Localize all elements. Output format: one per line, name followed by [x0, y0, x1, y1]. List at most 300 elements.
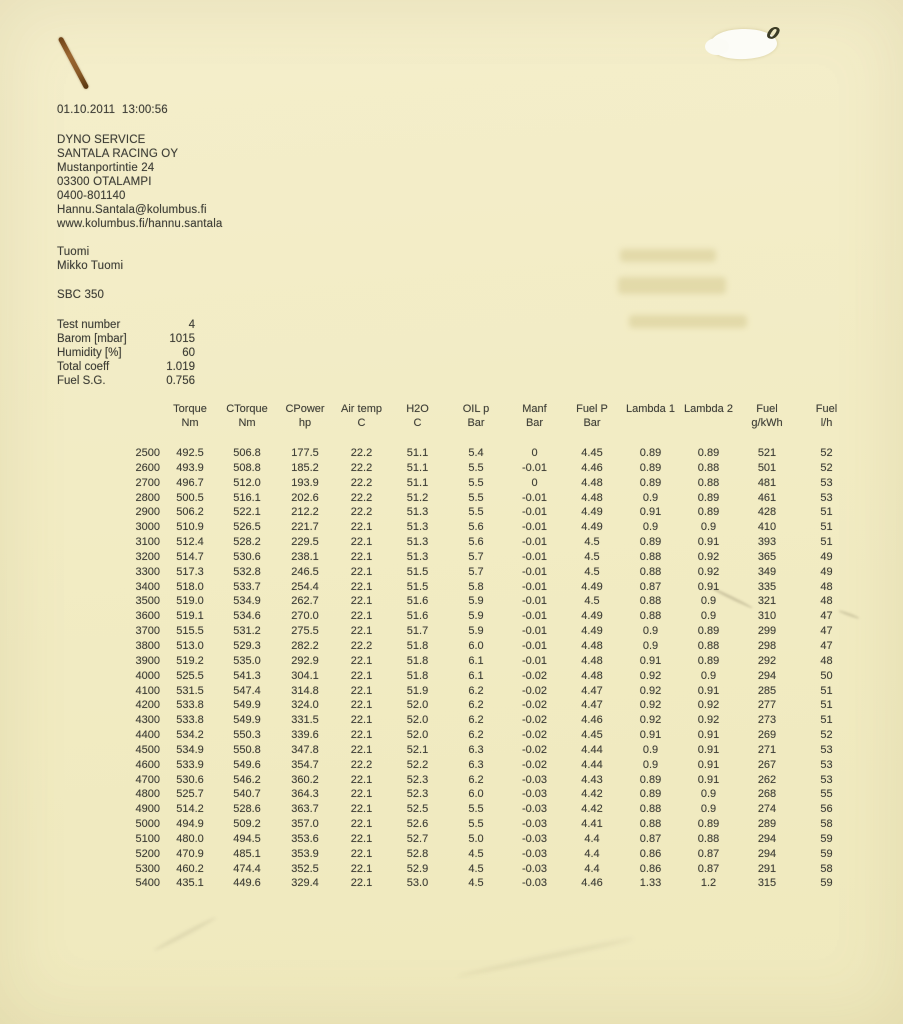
table-cell: 291	[757, 862, 777, 875]
table-cell: 5.9	[468, 595, 484, 608]
bleedthrough-ghost	[618, 277, 726, 294]
table-cell: 51.2	[406, 491, 429, 504]
table-cell: 22.1	[350, 773, 373, 786]
table-cell: 0.92	[697, 699, 720, 712]
table-cell: 535.0	[233, 654, 261, 667]
table-cell: 531.2	[233, 625, 261, 638]
table-cell: 47	[820, 639, 833, 652]
column-header	[389, 402, 446, 430]
table-cell: 5.5	[468, 491, 484, 504]
table-cell: 0.92	[697, 714, 720, 727]
table-cell: 0.88	[639, 595, 662, 608]
table-cell: 353.9	[291, 847, 319, 860]
table-cell: 4.4	[584, 847, 600, 860]
table-cell: 4.44	[581, 758, 603, 771]
table-cell: 262	[757, 773, 777, 786]
table-cell: 4200	[135, 699, 160, 712]
customer-block	[57, 245, 123, 273]
table-cell: 428	[757, 506, 777, 519]
table-cell: 0	[531, 476, 538, 489]
column-header	[680, 402, 737, 430]
table-cell: 6.2	[468, 773, 484, 786]
table-cell: 347.8	[291, 743, 319, 756]
table-cell: 321	[757, 595, 777, 608]
column-header	[218, 402, 276, 430]
table-cell: 549.6	[233, 758, 261, 771]
table-cell: 49	[820, 565, 833, 578]
column-name: Manf	[522, 403, 547, 415]
table-cell: 52.7	[406, 832, 429, 845]
table-cell: 2800	[135, 491, 160, 504]
table-cell: 5.6	[468, 536, 484, 549]
handwritten-zero-mark: 0	[763, 23, 783, 45]
table-cell: 5000	[135, 818, 160, 831]
table-cell: 52.3	[406, 788, 429, 801]
table-cell: 51	[820, 506, 833, 519]
table-cell: 0.87	[697, 847, 720, 860]
table-cell: 0.89	[697, 818, 720, 831]
table-cell: 51	[820, 521, 833, 534]
table-cell: -0.01	[521, 461, 548, 474]
table-cell: 517.3	[176, 565, 204, 578]
table-cell: 5.0	[468, 832, 484, 845]
table-cell: 534.2	[176, 729, 204, 742]
table-cell: 52.9	[406, 862, 429, 875]
table-row	[128, 847, 856, 862]
table-cell: 285	[757, 684, 777, 697]
table-cell: 6.2	[468, 699, 484, 712]
table-cell: 22.1	[350, 565, 373, 578]
table-row	[128, 535, 856, 550]
table-cell: 202.6	[291, 491, 319, 504]
company-line: 03300 OTALAMPI	[57, 176, 152, 188]
table-cell: 532.8	[233, 565, 261, 578]
table-cell: 550.3	[233, 729, 261, 742]
company-line: DYNO SERVICE	[57, 134, 146, 146]
table-cell: 363.7	[291, 803, 319, 816]
table-cell: 550.8	[233, 743, 261, 756]
table-cell: 512.0	[233, 476, 261, 489]
table-cell: 48	[820, 595, 833, 608]
table-cell: 3000	[135, 521, 160, 534]
table-cell: 0.92	[639, 714, 662, 727]
table-cell: 393	[757, 536, 777, 549]
company-line: Mustanportintie 24	[57, 162, 155, 174]
column-header	[737, 402, 797, 430]
table-cell: 59	[820, 877, 833, 890]
table-cell: 0.91	[697, 773, 720, 786]
table-cell: 525.7	[176, 788, 204, 801]
table-cell: 410	[757, 521, 777, 534]
table-cell: 51.3	[406, 506, 429, 519]
table-cell: 51.3	[406, 521, 429, 534]
table-cell: 294	[757, 669, 777, 682]
table-cell: 324.0	[291, 699, 319, 712]
column-name: Lambda 1	[626, 403, 675, 415]
table-cell: 4.46	[581, 877, 603, 890]
table-cell: 0.91	[697, 758, 720, 771]
column-name: OIL p	[462, 403, 490, 415]
table-cell: -0.02	[521, 743, 548, 756]
table-cell: 364.3	[291, 788, 319, 801]
table-cell: 294	[757, 847, 777, 860]
table-cell: 4.46	[581, 461, 603, 474]
table-cell: 5.7	[468, 565, 484, 578]
table-cell: 47	[820, 610, 833, 623]
table-cell: 267	[757, 758, 777, 771]
table-cell: 4.42	[581, 788, 603, 801]
table-cell: 5100	[135, 832, 160, 845]
table-cell: 6.1	[468, 669, 484, 682]
table-cell: 22.1	[350, 654, 373, 667]
table-cell: 5300	[135, 862, 160, 875]
table-cell: 470.9	[176, 847, 204, 860]
table-cell: 4.5	[584, 595, 600, 608]
test-info-row	[57, 346, 195, 360]
column-unit: C	[357, 417, 366, 429]
table-cell: 0.91	[697, 743, 720, 756]
table-cell: -0.01	[521, 595, 548, 608]
table-cell: 492.5	[176, 447, 204, 459]
test-info-list	[57, 318, 195, 388]
table-cell: 6.2	[468, 729, 484, 742]
table-cell: 51	[820, 714, 833, 727]
table-cell: 0.9	[700, 610, 717, 623]
table-cell: 0.88	[639, 818, 662, 831]
table-row	[128, 758, 856, 773]
table-cell: 0.89	[639, 476, 662, 489]
table-cell: 52.2	[406, 758, 429, 771]
table-cell: 22.1	[350, 699, 373, 712]
table-cell: 521	[757, 447, 777, 459]
table-cell: 541.3	[233, 669, 261, 682]
table-cell: 51.5	[406, 580, 429, 593]
column-header	[128, 402, 162, 430]
table-cell: 4.48	[581, 669, 603, 682]
table-row	[128, 817, 856, 832]
table-cell: 0.92	[639, 669, 662, 682]
table-cell: 0.89	[639, 773, 662, 786]
table-cell: 5.4	[468, 447, 484, 459]
table-cell: 53.0	[406, 877, 429, 890]
table-cell: 6.2	[468, 714, 484, 727]
table-cell: 254.4	[291, 580, 319, 593]
table-cell: 51.9	[406, 684, 429, 697]
table-cell: 365	[757, 550, 777, 563]
table-cell: 0.86	[639, 847, 662, 860]
table-cell: 277	[757, 699, 777, 712]
table-cell: 22.1	[350, 847, 373, 860]
table-cell: 53	[820, 758, 833, 771]
table-cell: 0.9	[700, 669, 717, 682]
table-cell: 4.43	[581, 773, 603, 786]
table-cell: -0.02	[521, 699, 548, 712]
table-cell: 0.9	[642, 625, 659, 638]
table-cell: 0.91	[697, 536, 720, 549]
table-cell: 58	[820, 818, 833, 831]
table-cell: 4.48	[581, 491, 603, 504]
table-row	[128, 832, 856, 847]
table-cell: 52.0	[406, 699, 429, 712]
bleedthrough-ghost	[620, 249, 716, 262]
table-cell: 4400	[135, 729, 160, 742]
table-cell: 519.1	[176, 610, 204, 623]
table-cell: 48	[820, 654, 833, 667]
table-cell: 185.2	[291, 461, 319, 474]
table-cell: 514.2	[176, 803, 204, 816]
table-cell: 292.9	[291, 654, 319, 667]
table-cell: 0.91	[697, 684, 720, 697]
table-cell: 4.49	[581, 521, 603, 534]
column-unit: Bar	[525, 417, 544, 429]
column-unit: hp	[298, 417, 312, 429]
table-cell: 4.5	[468, 847, 484, 860]
table-cell: 268	[757, 788, 777, 801]
table-cell: 51.3	[406, 536, 429, 549]
table-cell: 506.2	[176, 506, 204, 519]
table-cell: 0.9	[642, 758, 659, 771]
table-cell: 53	[820, 773, 833, 786]
table-cell: 528.2	[233, 536, 261, 549]
table-cell: 5.9	[468, 625, 484, 638]
table-cell: 289	[757, 818, 777, 831]
table-cell: 51.6	[406, 610, 429, 623]
table-cell: 22.1	[350, 625, 373, 638]
table-cell: 262.7	[291, 595, 319, 608]
column-name: Air temp	[341, 403, 382, 415]
column-header	[797, 402, 856, 430]
table-cell: 52.5	[406, 803, 429, 816]
column-name: Fuel P	[576, 403, 608, 415]
test-info-label: Total coeff	[57, 361, 110, 373]
table-cell: 508.8	[233, 461, 261, 474]
table-cell: 526.5	[233, 521, 261, 534]
table-cell: 515.5	[176, 625, 204, 638]
customer-line: Tuomi	[57, 246, 90, 258]
table-row	[128, 609, 856, 624]
table-cell: 52.0	[406, 714, 429, 727]
table-cell: 6.0	[468, 639, 484, 652]
table-cell: -0.01	[521, 506, 548, 519]
column-unit: C	[413, 417, 422, 429]
table-cell: 0.9	[642, 491, 659, 504]
test-info-row	[57, 332, 195, 346]
table-cell: 0.9	[700, 788, 717, 801]
table-cell: 329.4	[291, 877, 319, 890]
table-cell: 51	[820, 536, 833, 549]
table-cell: 22.1	[350, 818, 373, 831]
table-cell: 4300	[135, 714, 160, 727]
table-cell: 51.8	[406, 639, 429, 652]
table-cell: 193.9	[291, 476, 319, 489]
table-cell: 52.6	[406, 818, 429, 831]
table-cell: -0.01	[521, 565, 548, 578]
table-cell: 4800	[135, 788, 160, 801]
table-cell: 549.9	[233, 699, 261, 712]
table-cell: 6.0	[468, 788, 484, 801]
table-cell: 5.5	[468, 461, 484, 474]
table-cell: 0.91	[639, 729, 662, 742]
table-cell: 22.2	[350, 639, 373, 652]
table-cell: 4600	[135, 758, 160, 771]
table-cell: 22.2	[350, 461, 373, 474]
test-info-label: Test number	[57, 319, 121, 331]
table-cell: 269	[757, 729, 777, 742]
table-cell: -0.03	[521, 818, 548, 831]
column-name: Fuel	[815, 403, 838, 415]
table-cell: 22.2	[350, 758, 373, 771]
table-cell: 0.92	[697, 550, 720, 563]
table-cell: 3600	[135, 610, 160, 623]
table-cell: 0.87	[697, 862, 720, 875]
table-cell: -0.03	[521, 773, 548, 786]
table-row	[128, 669, 856, 684]
test-info-row	[57, 360, 195, 374]
table-cell: 4100	[135, 684, 160, 697]
table-cell: 271	[757, 743, 777, 756]
table-cell: 4.48	[581, 476, 603, 489]
company-line: Hannu.Santala@kolumbus.fi	[57, 204, 207, 216]
table-cell: 3200	[135, 550, 160, 563]
engine-model: SBC 350	[57, 289, 105, 301]
table-row	[128, 876, 856, 891]
table-cell: 493.9	[176, 461, 204, 474]
table-cell: 273	[757, 714, 777, 727]
table-cell: 55	[820, 788, 833, 801]
table-cell: 22.1	[350, 595, 373, 608]
table-cell: -0.02	[521, 669, 548, 682]
table-row	[128, 713, 856, 728]
table-cell: 53	[820, 476, 833, 489]
table-cell: 270.0	[291, 610, 319, 623]
table-cell: 49	[820, 550, 833, 563]
table-cell: 22.1	[350, 788, 373, 801]
table-cell: 0.91	[639, 654, 662, 667]
table-cell: 51.6	[406, 595, 429, 608]
table-cell: 4.5	[468, 877, 484, 890]
table-cell: 0.9	[642, 521, 659, 534]
table-cell: 56	[820, 803, 833, 816]
whiteout-patch-lobe	[705, 38, 729, 55]
table-row	[128, 565, 856, 580]
table-cell: 5.5	[468, 476, 484, 489]
table-cell: 4.49	[581, 625, 603, 638]
bleedthrough-ghost	[629, 315, 747, 328]
table-cell: 540.7	[233, 788, 261, 801]
table-cell: 0.89	[639, 788, 662, 801]
table-cell: 0.88	[639, 550, 662, 563]
table-cell: 485.1	[233, 847, 261, 860]
table-cell: -0.02	[521, 758, 548, 771]
table-cell: 5.5	[468, 818, 484, 831]
table-cell: -0.03	[521, 862, 548, 875]
table-cell: 51.5	[406, 565, 429, 578]
table-row	[128, 802, 856, 817]
table-cell: 53	[820, 743, 833, 756]
table-cell: 238.1	[291, 550, 319, 563]
column-name: H2O	[406, 403, 429, 415]
table-cell: 22.2	[350, 447, 373, 459]
table-cell: 22.1	[350, 521, 373, 534]
test-info-value: 4	[188, 319, 195, 331]
pencil-smudge	[456, 936, 633, 978]
table-cell: 5.5	[468, 803, 484, 816]
table-cell: 315	[757, 877, 777, 890]
table-cell: 510.9	[176, 521, 204, 534]
column-unit: g/kWh	[751, 417, 783, 429]
table-row	[128, 743, 856, 758]
table-cell: -0.01	[521, 625, 548, 638]
table-cell: 4.41	[581, 818, 603, 831]
test-info-value: 1.019	[166, 361, 195, 373]
table-cell: 4.49	[581, 610, 603, 623]
table-cell: 4700	[135, 773, 160, 786]
table-cell: 0.91	[639, 506, 662, 519]
table-cell: -0.03	[521, 877, 548, 890]
table-cell: 549.9	[233, 714, 261, 727]
table-cell: 533.8	[176, 714, 204, 727]
table-cell: 3300	[135, 565, 160, 578]
table-cell: -0.01	[521, 580, 548, 593]
table-row	[128, 461, 856, 476]
test-info-label: Humidity [%]	[57, 347, 122, 359]
table-cell: 22.2	[350, 506, 373, 519]
table-cell: 0.89	[697, 654, 720, 667]
column-unit: Bar	[583, 417, 601, 429]
table-cell: 22.1	[350, 580, 373, 593]
table-cell: 47	[820, 625, 833, 638]
pencil-smudge	[153, 916, 217, 952]
table-cell: 4.42	[581, 803, 603, 816]
table-row	[128, 594, 856, 609]
table-row	[128, 505, 856, 520]
table-cell: 4.46	[581, 714, 603, 727]
table-cell: 474.4	[233, 862, 261, 875]
table-cell: 0.92	[639, 684, 662, 697]
table-cell: 339.6	[291, 729, 319, 742]
table-cell: 292	[757, 654, 777, 667]
table-cell: 534.9	[176, 743, 204, 756]
table-cell: 514.7	[176, 550, 204, 563]
table-cell: 0.87	[639, 580, 662, 593]
table-cell: 349	[757, 565, 777, 578]
table-cell: 481	[757, 476, 777, 489]
test-info-value: 1015	[169, 333, 195, 345]
table-cell: 533.9	[176, 758, 204, 771]
table-cell: 480.0	[176, 832, 204, 845]
table-cell: 547.4	[233, 684, 261, 697]
table-cell: 0.88	[639, 610, 662, 623]
table-cell: 4.45	[581, 729, 603, 742]
table-cell: 59	[820, 847, 833, 860]
table-cell: 22.1	[350, 803, 373, 816]
table-cell: 53	[820, 491, 833, 504]
table-cell: 518.0	[176, 580, 204, 593]
table-row	[128, 728, 856, 743]
table-cell: 4.5	[468, 862, 484, 875]
table-cell: 22.1	[350, 877, 373, 890]
table-cell: 2600	[135, 461, 160, 474]
table-cell: 0.89	[697, 506, 720, 519]
table-cell: 2900	[135, 506, 160, 519]
table-row	[128, 654, 856, 669]
table-cell: 501	[757, 461, 777, 474]
table-cell: 299	[757, 625, 777, 638]
table-cell: 519.0	[176, 595, 204, 608]
table-cell: -0.01	[521, 491, 548, 504]
table-cell: 460.2	[176, 862, 204, 875]
table-cell: 51.3	[406, 550, 429, 563]
